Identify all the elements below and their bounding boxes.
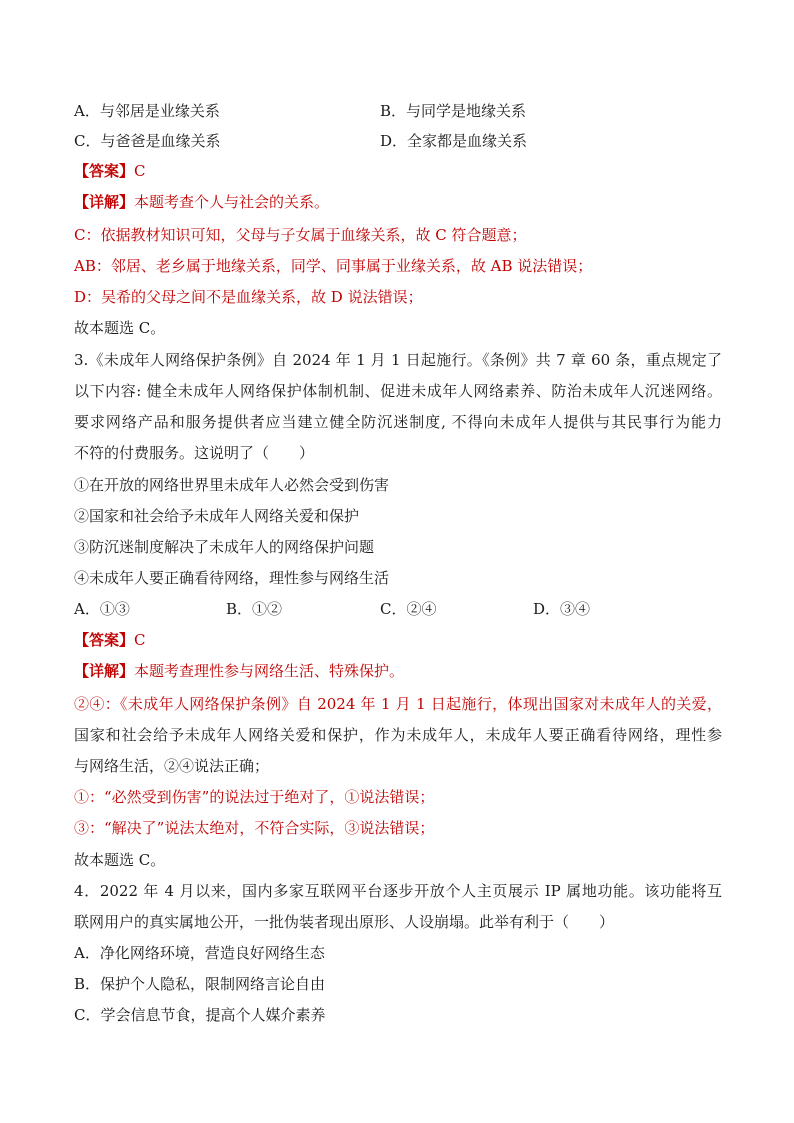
q3-item-1: ①在开放的网络世界里未成年人必然会受到伤害 (74, 476, 390, 494)
q3-item-2: ②国家和社会给予未成年人网络关爱和保护 (74, 507, 360, 525)
q3-option-b: B．①② (226, 600, 283, 618)
answer-tag: 【答案】 (74, 631, 135, 649)
q3-option-a: A．①③ (74, 600, 130, 618)
q4-option-c: C．学会信息节食，提高个人媒介素养 (74, 1006, 326, 1024)
q3-explanation-1-line-2: 国家和社会给予未成年人网络关爱和保护，作为未成年人，未成年人要正确看待网络，理性参 (74, 726, 722, 744)
q3-answer (74, 630, 146, 650)
answer-value: C (134, 162, 146, 180)
q3-explanation-1-line-3: 与网络生活，②④说法正确； (74, 757, 270, 775)
q2-option-c: C．与爸爸是血缘关系 (74, 132, 221, 150)
q3-stem-line-2: 以下内容: 健全未成年人网络保护体制机制、促进未成年人网络素养、防治未成年人沉迷网络。 (74, 382, 722, 400)
q3-stem-line-4: 不符的付费服务。这说明了（ ） (74, 444, 315, 462)
q3-explanation-3: ③：“解决了”说法太绝对，不符合实际，③说法错误； (74, 819, 435, 837)
q3-conclusion: 故本题选 C。 (74, 851, 166, 869)
q3-stem-line-3: 要求网络产品和服务提供者应当建立健全防沉迷制度, 不得向未成年人提供与其民事行为能力 (74, 413, 722, 431)
q2-option-a: A．与邻居是业缘关系 (74, 102, 220, 120)
q2-option-d: D．全家都是血缘关系 (380, 132, 528, 150)
q3-item-3: ③防沉迷制度解决了未成年人的网络保护问题 (74, 538, 375, 556)
q2-explanation-1: C：依据教材知识可知，父母与子女属于血缘关系，故 C 符合题意； (74, 226, 527, 244)
detail-intro: 本题考查理性参与网络生活、特殊保护。 (134, 662, 405, 680)
detail-intro: 本题考查个人与社会的关系。 (134, 193, 330, 211)
q4-stem-line-2: 联网用户的真实属地公开，一批伪装者现出原形、人设崩塌。此举有利于（ ） (74, 913, 615, 931)
q3-detail (74, 661, 404, 681)
q3-explanation-2: ①：“必然受到伤害”的说法过于绝对了，①说法错误； (74, 788, 435, 806)
detail-tag: 【详解】 (74, 193, 135, 211)
q3-option-c: C．②④ (380, 600, 437, 618)
q2-conclusion: 故本题选 C。 (74, 319, 166, 337)
q2-explanation-3: D：吴希的父母之间不是血缘关系，故 D 说法错误； (74, 288, 423, 306)
q4-option-b: B．保护个人隐私，限制网络言论自由 (74, 975, 326, 993)
q2-explanation-2: AB：邻居、老乡属于地缘关系，同学、同事属于业缘关系，故 AB 说法错误； (74, 257, 593, 275)
q2-detail (74, 192, 329, 212)
q3-explanation-1-line-1: ②④：《未成年人网络保护条例》自 2024 年 1 月 1 日起施行，体现出国家对未成年人的关爱， (74, 695, 722, 713)
q3-item-4: ④未成年人要正确看待网络，理性参与网络生活 (74, 569, 390, 587)
q4-option-a: A．净化网络环境，营造良好网络生态 (74, 944, 325, 962)
q2-option-b: B．与同学是地缘关系 (380, 102, 527, 120)
answer-value: C (134, 631, 146, 649)
answer-tag: 【答案】 (74, 162, 135, 180)
q4-stem-line-1: 4．2022 年 4 月以来，国内多家互联网平台逐步开放个人主页展示 IP 属地功能。该功能将互 (74, 882, 722, 900)
q3-option-d: D．③④ (533, 600, 591, 618)
detail-tag: 【详解】 (74, 662, 135, 680)
q2-answer (74, 161, 146, 181)
q3-stem-line-1: 3.《未成年人网络保护条例》自 2024 年 1 月 1 日起施行。《条例》共 7 章 60 条，重点规定了 (74, 351, 722, 369)
